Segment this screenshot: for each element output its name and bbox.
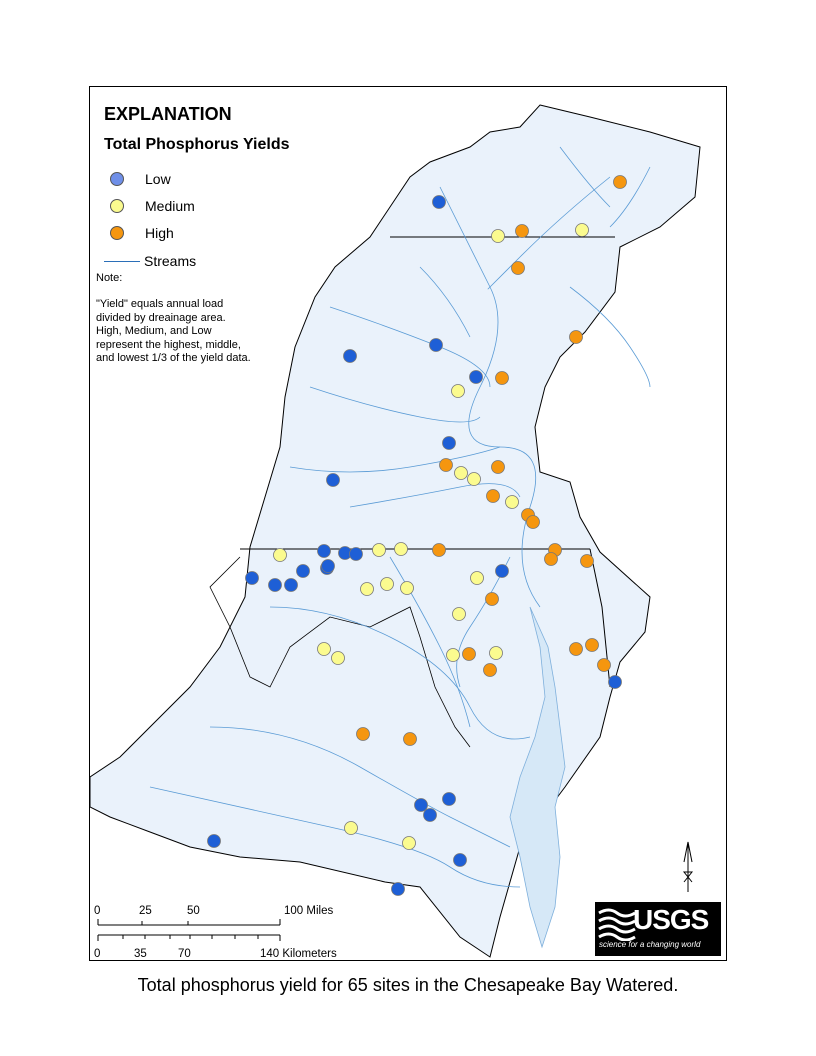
- high-marker-icon: [110, 226, 124, 240]
- watershed-outline: [90, 105, 700, 957]
- site-marker-low: [327, 474, 340, 487]
- scale-bar: [98, 919, 280, 941]
- site-marker-high: [484, 664, 497, 677]
- site-marker-medium: [453, 608, 466, 621]
- site-marker-medium: [381, 578, 394, 591]
- site-marker-high: [570, 643, 583, 656]
- site-marker-medium: [401, 582, 414, 595]
- site-marker-medium: [373, 544, 386, 557]
- site-marker-medium: [455, 467, 468, 480]
- site-marker-low: [433, 196, 446, 209]
- scale-miles-0: 0: [94, 905, 101, 917]
- site-marker-high: [614, 176, 627, 189]
- site-marker-low: [344, 350, 357, 363]
- site-marker-high: [357, 728, 370, 741]
- site-marker-medium: [403, 837, 416, 850]
- site-marker-medium: [345, 822, 358, 835]
- scale-miles-50: 50: [187, 905, 200, 917]
- legend-title: EXPLANATION: [104, 104, 232, 124]
- site-marker-low: [609, 676, 622, 689]
- note-line-2: divided by dreainage area.: [96, 311, 226, 324]
- site-marker-medium: [361, 583, 374, 596]
- site-marker-medium: [490, 647, 503, 660]
- site-marker-medium: [332, 652, 345, 665]
- watershed-map: [90, 87, 727, 961]
- site-marker-low: [208, 835, 221, 848]
- site-marker-high: [492, 461, 505, 474]
- site-marker-high: [486, 593, 499, 606]
- north-arrow-icon: [684, 842, 692, 892]
- site-marker-high: [598, 659, 611, 672]
- site-marker-medium: [576, 224, 589, 237]
- legend-medium-label: Medium: [145, 198, 195, 214]
- legend-item-high: [110, 225, 174, 241]
- site-marker-low: [285, 579, 298, 592]
- scale-km-70: 70: [178, 948, 191, 960]
- site-marker-low: [424, 809, 437, 822]
- site-marker-medium: [274, 549, 287, 562]
- site-marker-high: [581, 555, 594, 568]
- site-marker-low: [415, 799, 428, 812]
- note-line-1: "Yield" equals annual load: [96, 298, 224, 310]
- site-marker-high: [487, 490, 500, 503]
- site-marker-low: [322, 560, 335, 573]
- site-marker-low: [496, 565, 509, 578]
- site-marker-high: [586, 639, 599, 652]
- legend-low-label: Low: [145, 171, 171, 187]
- site-marker-medium: [506, 496, 519, 509]
- site-marker-high: [404, 733, 417, 746]
- site-marker-medium: [318, 643, 331, 656]
- note-heading: Note:: [96, 272, 123, 284]
- site-marker-high: [433, 544, 446, 557]
- site-marker-low: [470, 371, 483, 384]
- site-marker-high: [440, 459, 453, 472]
- usgs-logo-text: USGS: [633, 904, 709, 935]
- scale-km-35: 35: [134, 948, 147, 960]
- note-line-5: and lowest 1/3 of the yield data.: [96, 352, 251, 364]
- site-marker-high: [463, 648, 476, 661]
- legend-item-medium: [110, 198, 195, 214]
- site-marker-low: [318, 545, 331, 558]
- scale-miles-100: 100 Miles: [284, 905, 334, 917]
- site-marker-low: [430, 339, 443, 352]
- scale-miles-25: 25: [139, 905, 152, 917]
- site-marker-high: [516, 225, 529, 238]
- site-marker-low: [246, 572, 259, 585]
- site-marker-medium: [468, 473, 481, 486]
- site-marker-medium: [492, 230, 505, 243]
- medium-marker-icon: [110, 199, 124, 213]
- note-line-3: High, Medium, and Low: [96, 325, 212, 337]
- site-marker-medium: [471, 572, 484, 585]
- site-marker-high: [512, 262, 525, 275]
- scale-km-0: 0: [94, 948, 101, 960]
- usgs-wave-icon: [597, 905, 637, 941]
- usgs-logo: [595, 902, 721, 956]
- site-marker-high: [570, 331, 583, 344]
- legend-item-low: [110, 171, 171, 187]
- legend-subtitle: Total Phosphorus Yields: [104, 136, 290, 153]
- usgs-tagline: science for a changing world: [599, 940, 701, 949]
- site-marker-medium: [452, 385, 465, 398]
- site-marker-low: [269, 579, 282, 592]
- legend-streams-label: Streams: [144, 253, 197, 269]
- site-marker-low: [297, 565, 310, 578]
- site-marker-high: [527, 516, 540, 529]
- legend-item-streams: [104, 253, 196, 269]
- site-marker-low: [454, 854, 467, 867]
- legend-high-label: High: [145, 225, 174, 241]
- site-marker-medium: [395, 543, 408, 556]
- site-marker-low: [350, 548, 363, 561]
- site-marker-medium: [447, 649, 460, 662]
- site-marker-high: [545, 553, 558, 566]
- site-marker-high: [496, 372, 509, 385]
- note-line-4: represent the highest, middle,: [96, 338, 241, 351]
- map-panel: [89, 86, 727, 961]
- low-marker-icon: [110, 172, 124, 186]
- site-marker-low: [443, 793, 456, 806]
- stream-line-icon: [104, 261, 140, 262]
- scale-km-140: 140 Kilometers: [260, 948, 337, 960]
- figure-caption: Total phosphorus yield for 65 sites in the Chesapeake Bay Watered.: [137, 975, 679, 995]
- site-marker-low: [443, 437, 456, 450]
- site-marker-low: [392, 883, 405, 896]
